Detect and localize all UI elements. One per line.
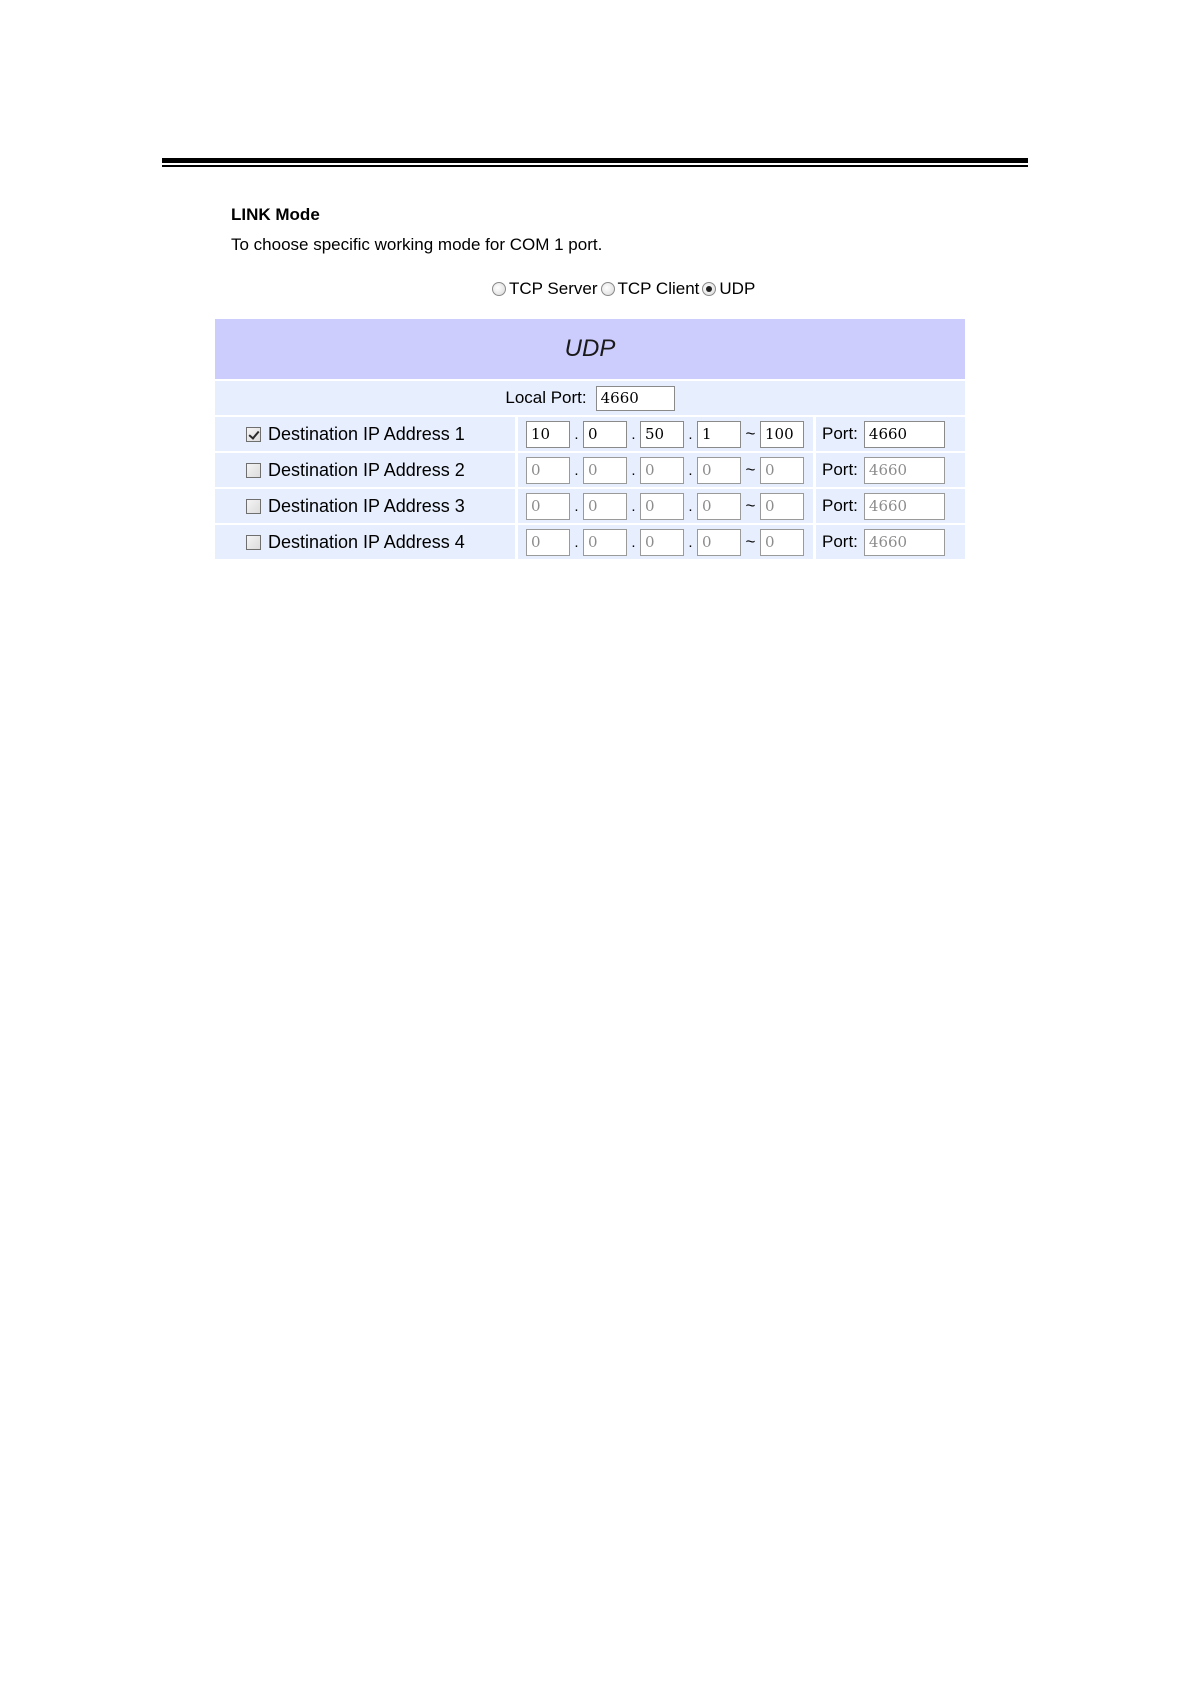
section-description: To choose specific working mode for COM 1 port.: [231, 235, 603, 254]
destination-2-checkbox[interactable]: [246, 463, 261, 478]
destination-2-label: Destination IP Address 2: [268, 459, 465, 480]
local-port-label: Local Port:: [505, 388, 587, 407]
destination-3-ip-octet-1[interactable]: 0: [526, 493, 570, 520]
destination-3-ip-octet-3[interactable]: 0: [640, 493, 684, 520]
header-rule-thick: [162, 158, 1028, 163]
destination-1-ip-octet-2[interactable]: 0: [583, 421, 627, 448]
radio-label-tcp-server[interactable]: TCP Server: [509, 279, 598, 298]
destination-ip-cell: [518, 453, 813, 487]
destination-ip-cell: [518, 417, 813, 451]
ip-dot-separator: .: [688, 425, 693, 443]
destination-label-cell: [215, 453, 515, 487]
local-port-row: [215, 381, 965, 415]
radio-label-udp[interactable]: UDP: [719, 279, 756, 298]
header-rule-thin: [162, 165, 1028, 167]
destination-row-1: [215, 417, 965, 451]
ip-dot-separator: .: [574, 461, 579, 479]
destination-1-port-input[interactable]: 4660: [864, 421, 945, 448]
radio-tcp-server[interactable]: [492, 282, 506, 296]
section-title: LINK Mode: [231, 205, 320, 224]
udp-settings-table: [215, 319, 965, 559]
destination-1-port-label: Port:: [822, 424, 858, 443]
destination-port-cell: [816, 453, 965, 487]
destination-2-port-input[interactable]: 4660: [864, 457, 945, 484]
destination-1-ip-octet-1[interactable]: 10: [526, 421, 570, 448]
destination-row-4: [215, 525, 965, 559]
destination-1-label: Destination IP Address 1: [268, 423, 465, 444]
radio-label-tcp-client[interactable]: TCP Client: [617, 279, 700, 298]
destination-ip-cell: [518, 489, 813, 523]
destination-label-cell: [215, 489, 515, 523]
destination-label-cell: [215, 417, 515, 451]
destination-2-ip-octet-3[interactable]: 0: [640, 457, 684, 484]
destination-row-3: [215, 489, 965, 523]
destination-2-port-label: Port:: [822, 460, 858, 479]
ip-dot-separator: .: [631, 497, 636, 515]
destination-3-label: Destination IP Address 3: [268, 495, 465, 516]
ip-dot-separator: .: [574, 533, 579, 551]
destination-1-checkbox[interactable]: [246, 427, 261, 442]
destination-4-port-input[interactable]: 4660: [864, 529, 945, 556]
destination-row-2: [215, 453, 965, 487]
destination-port-cell: [816, 417, 965, 451]
destination-4-label: Destination IP Address 4: [268, 531, 465, 552]
range-tilde: ~: [745, 496, 756, 515]
radio-tcp-client[interactable]: [601, 282, 615, 296]
destination-3-ip-octet-2[interactable]: 0: [583, 493, 627, 520]
destination-4-port-label: Port:: [822, 532, 858, 551]
destination-3-ip-octet-4[interactable]: 0: [697, 493, 741, 520]
ip-dot-separator: .: [631, 425, 636, 443]
destination-4-ip-octet-1[interactable]: 0: [526, 529, 570, 556]
destination-port-cell: [816, 489, 965, 523]
destination-label-cell: [215, 525, 515, 559]
destination-2-ip-octet-1[interactable]: 0: [526, 457, 570, 484]
local-port-input[interactable]: 4660: [596, 386, 675, 411]
ip-dot-separator: .: [688, 533, 693, 551]
destination-3-checkbox[interactable]: [246, 499, 261, 514]
destination-4-ip-octet-3[interactable]: 0: [640, 529, 684, 556]
range-tilde: ~: [745, 532, 756, 551]
destination-4-ip-octet-4[interactable]: 0: [697, 529, 741, 556]
udp-table-title: UDP: [215, 319, 965, 379]
destination-3-port-input[interactable]: 4660: [864, 493, 945, 520]
destination-1-range-end[interactable]: 100: [760, 421, 804, 448]
destination-ip-cell: [518, 525, 813, 559]
ip-dot-separator: .: [574, 425, 579, 443]
radio-udp[interactable]: [702, 282, 716, 296]
destination-3-range-end[interactable]: 0: [760, 493, 804, 520]
destination-2-ip-octet-4[interactable]: 0: [697, 457, 741, 484]
destination-1-ip-octet-3[interactable]: 50: [640, 421, 684, 448]
ip-dot-separator: .: [688, 497, 693, 515]
destination-2-ip-octet-2[interactable]: 0: [583, 457, 627, 484]
link-mode-radio-group: [492, 278, 758, 300]
destination-4-ip-octet-2[interactable]: 0: [583, 529, 627, 556]
ip-dot-separator: .: [574, 497, 579, 515]
destination-3-port-label: Port:: [822, 496, 858, 515]
destination-4-range-end[interactable]: 0: [760, 529, 804, 556]
ip-dot-separator: .: [688, 461, 693, 479]
range-tilde: ~: [745, 460, 756, 479]
range-tilde: ~: [745, 424, 756, 443]
destination-4-checkbox[interactable]: [246, 535, 261, 550]
destination-1-ip-octet-4[interactable]: 1: [697, 421, 741, 448]
ip-dot-separator: .: [631, 461, 636, 479]
destination-port-cell: [816, 525, 965, 559]
ip-dot-separator: .: [631, 533, 636, 551]
destination-2-range-end[interactable]: 0: [760, 457, 804, 484]
